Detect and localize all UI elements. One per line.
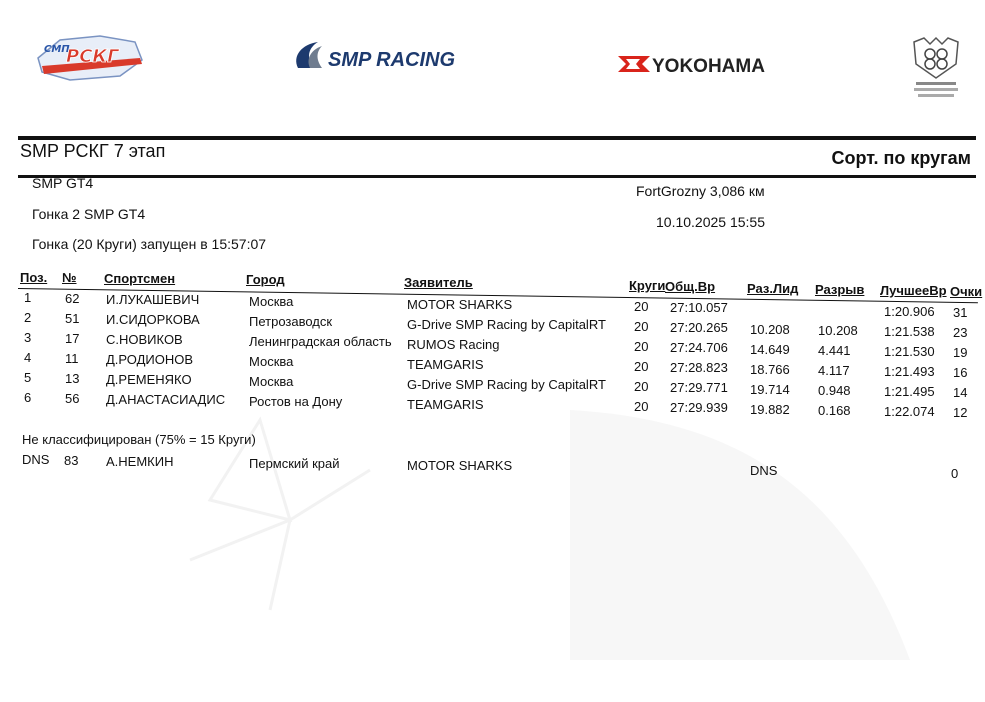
row-city: Москва (249, 354, 294, 369)
svg-text:РСКГ: РСКГ (66, 46, 119, 67)
row-entrant: RUMOS Racing (407, 337, 500, 352)
row-points: 31 (953, 305, 968, 320)
rskg-logo (30, 28, 150, 88)
col-header-entrant: Заявитель (404, 275, 473, 290)
col-header-gap-leader: Раз.Лид (747, 281, 799, 296)
row-pos: 5 (24, 370, 32, 385)
row-best-lap: 1:21.530 (884, 344, 935, 359)
row-pos: DNS (22, 452, 50, 467)
row-driver: И.ЛУКАШЕВИЧ (106, 292, 200, 307)
row-driver: С.НОВИКОВ (106, 332, 183, 347)
row-points: 12 (953, 405, 968, 420)
row-entrant: MOTOR SHARKS (407, 458, 513, 473)
row-total-time: 27:29.771 (670, 380, 728, 395)
event-title: SMP РСКГ 7 этап (20, 141, 166, 161)
row-gap-leader: DNS (750, 463, 778, 478)
row-laps: 20 (634, 399, 649, 414)
race-datetime: 10.10.2025 15:55 (656, 214, 765, 230)
row-laps: 20 (634, 339, 649, 354)
row-laps: 20 (634, 319, 649, 334)
row-num: 13 (65, 371, 80, 386)
row-laps: 20 (634, 379, 649, 394)
row-pos: 1 (24, 290, 32, 305)
row-points: 19 (953, 345, 968, 360)
col-header-laps: Круги (629, 278, 666, 293)
row-driver: Д.РЕМЕНЯКО (106, 372, 192, 387)
row-total-time: 27:24.706 (670, 340, 728, 355)
row-gap: 0.948 (818, 383, 851, 398)
row-city: Пермский край (249, 456, 340, 471)
smp-racing-logo (292, 38, 477, 76)
row-pos: 2 (24, 310, 32, 325)
row-pos: 6 (24, 390, 32, 405)
col-header-num: № (62, 270, 77, 285)
row-driver: Д.РОДИОНОВ (106, 352, 194, 367)
track-info: FortGrozny 3,086 км (636, 183, 765, 199)
row-pos: 4 (24, 350, 32, 365)
row-gap-leader: 10.208 (750, 322, 790, 337)
row-city: Петрозаводск (249, 314, 333, 329)
row-points: 16 (953, 365, 968, 380)
row-num: 11 (65, 351, 79, 366)
row-gap-leader: 19.882 (750, 402, 790, 417)
row-gap-leader: 19.714 (750, 382, 790, 397)
row-points: 23 (953, 325, 968, 340)
row-city: Москва (249, 294, 294, 309)
not-classified-label: Не классифицирован (75% = 15 Круги) (22, 432, 256, 447)
row-num: 83 (64, 453, 79, 468)
row-gap: 0.168 (818, 403, 851, 418)
row-laps: 20 (634, 359, 649, 374)
svg-text:SMP RACING: SMP RACING (328, 49, 456, 71)
svg-text:СМП: СМП (44, 44, 70, 55)
row-gap: 4.117 (818, 363, 850, 378)
row-entrant: TEAMGARIS (407, 357, 484, 372)
header-top-rule (18, 136, 976, 140)
sort-label: Сорт. по кругам (831, 148, 971, 168)
col-header-best-lap: ЛучшееВр (880, 283, 947, 298)
col-header-total-time: Общ.Вр (665, 279, 716, 294)
col-header-city: Город (246, 272, 285, 287)
row-best-lap: 1:21.493 (884, 364, 935, 379)
row-driver: И.СИДОРКОВА (106, 312, 200, 327)
row-total-time: 27:29.939 (670, 400, 728, 415)
row-best-lap: 1:20.906 (884, 304, 935, 319)
row-gap: 4.441 (818, 343, 851, 358)
col-header-gap: Разрыв (815, 282, 865, 297)
race-start: Гонка (20 Круги) запущен в 15:57:07 (32, 236, 267, 252)
row-laps: 20 (634, 299, 649, 314)
row-total-time: 27:20.265 (670, 320, 728, 335)
row-num: 62 (65, 291, 80, 306)
col-header-driver: Спортсмен (104, 271, 176, 286)
row-points: 0 (951, 466, 959, 481)
raf-emblem-logo (908, 36, 964, 102)
row-best-lap: 1:21.538 (884, 324, 935, 339)
race-name: Гонка 2 SMP GT4 (32, 206, 146, 222)
row-total-time: 27:10.057 (670, 300, 728, 315)
header-bottom-rule (18, 175, 976, 178)
row-pos: 3 (24, 330, 32, 345)
row-best-lap: 1:22.074 (884, 404, 935, 419)
row-entrant: MOTOR SHARKS (407, 297, 513, 312)
row-entrant: G-Drive SMP Racing by CapitalRT (407, 377, 606, 392)
background-watermark (150, 380, 970, 680)
row-gap: 10.208 (818, 323, 858, 338)
class-name: SMP GT4 (32, 175, 94, 191)
row-city: Ленинградская область (249, 334, 392, 349)
row-city: Ростов на Дону (249, 394, 343, 409)
row-num: 56 (65, 391, 80, 406)
row-entrant: G-Drive SMP Racing by CapitalRT (407, 317, 606, 332)
row-entrant: TEAMGARIS (407, 397, 484, 412)
col-header-points: Очки (950, 284, 983, 299)
yokohama-logo (616, 52, 766, 76)
row-gap-leader: 14.649 (750, 342, 790, 357)
row-driver: Д.АНАСТАСИАДИС (106, 392, 226, 407)
row-total-time: 27:28.823 (670, 360, 728, 375)
col-header-pos: Поз. (20, 270, 48, 285)
row-best-lap: 1:21.495 (884, 384, 935, 399)
row-gap-leader: 18.766 (750, 362, 790, 377)
row-num: 51 (65, 311, 80, 326)
row-driver: А.НЕМКИН (106, 454, 174, 469)
row-points: 14 (953, 385, 968, 400)
row-city: Москва (249, 374, 294, 389)
svg-text:YOKOHAMA: YOKOHAMA (652, 56, 765, 77)
row-num: 17 (65, 331, 80, 346)
